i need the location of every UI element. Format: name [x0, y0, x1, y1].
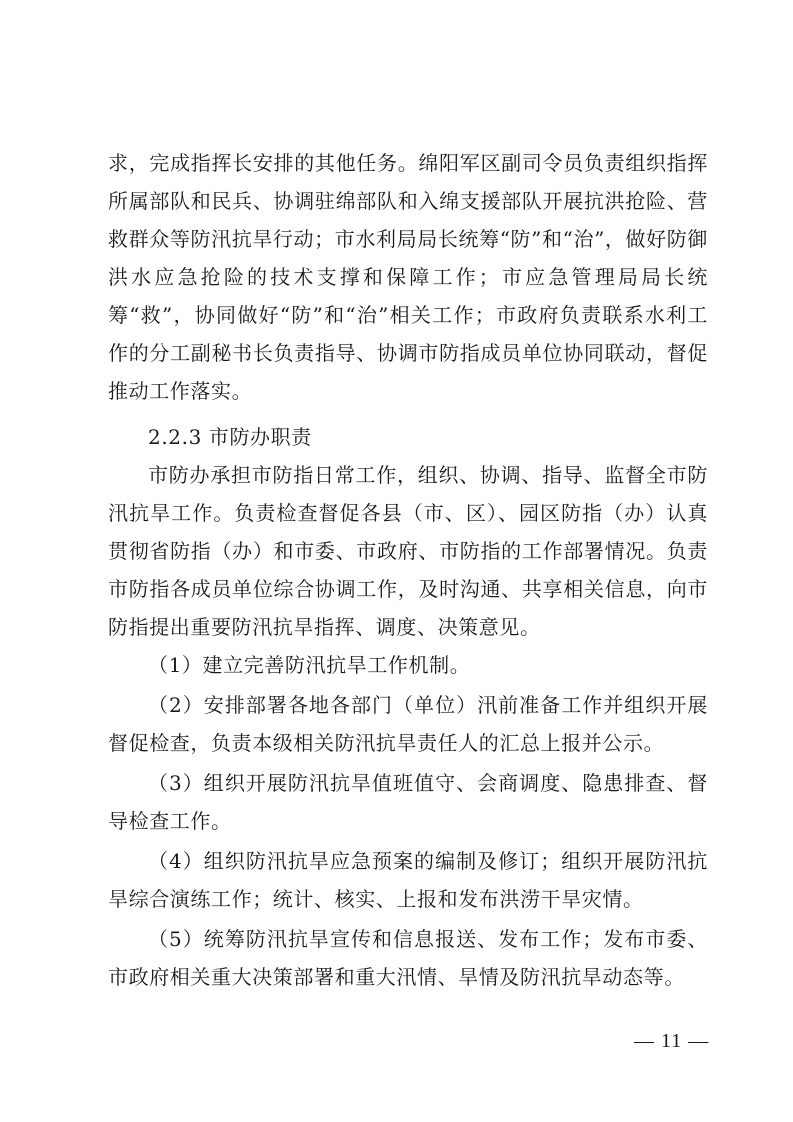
- paragraph-duties-continued: 求，完成指挥长安排的其他任务。绵阳军区副司令员负责组织指挥所属部队和民兵、协调驻绵部队和入绵支援部队开展抗洪抢险、营救群众等防汛抗旱行动；市水利局局长统筹“防”和“治”，做好防御洪水应急抢险的技术支撑和保障工作；市应急管理局局长统筹“救”，协同做好“防”和“治”相关工作；市政府负责联系水利工作的分工副秘书长负责指导、协调市防指成员单位协同联动，督促推动工作落实。: [108, 151, 708, 403]
- list-item-1: （1）建立完善防汛抗旱工作机制。: [148, 653, 471, 677]
- section-heading-2-2-3: 2.2.3 市防办职责: [148, 425, 312, 449]
- page-number: — 11 —: [634, 1030, 710, 1052]
- paragraph-office-duties: 市防办承担市防指日常工作，组织、协调、指导、监督全市防汛抗旱工作。负责检查督促各县（市、区）、园区防指（办）认真贯彻省防指（办）和市委、市政府、市防指的工作部署情况。负责市防指各成员单位综合协调工作，及时沟通、共享相关信息，向市防指提出重要防汛抗旱指挥、调度、决策意见。: [108, 463, 708, 639]
- list-item-5: （5）统筹防汛抗旱宣传和信息报送、发布工作；发布市委、市政府相关重大决策部署和重大汛情、旱情及防汛抗旱动态等。: [108, 927, 708, 989]
- list-item-4: （4）组织防汛抗旱应急预案的编制及修订；组织开展防汛抗旱综合演练工作；统计、核实、上报和发布洪涝干旱灾情。: [108, 849, 708, 911]
- list-item-3: （3）组织开展防汛抗旱值班值守、会商调度、隐患排查、督导检查工作。: [108, 771, 708, 833]
- list-item-2: （2）安排部署各地各部门（单位）汛前准备工作并组织开展督促检查，负责本级相关防汛抗旱责任人的汇总上报并公示。: [108, 693, 708, 755]
